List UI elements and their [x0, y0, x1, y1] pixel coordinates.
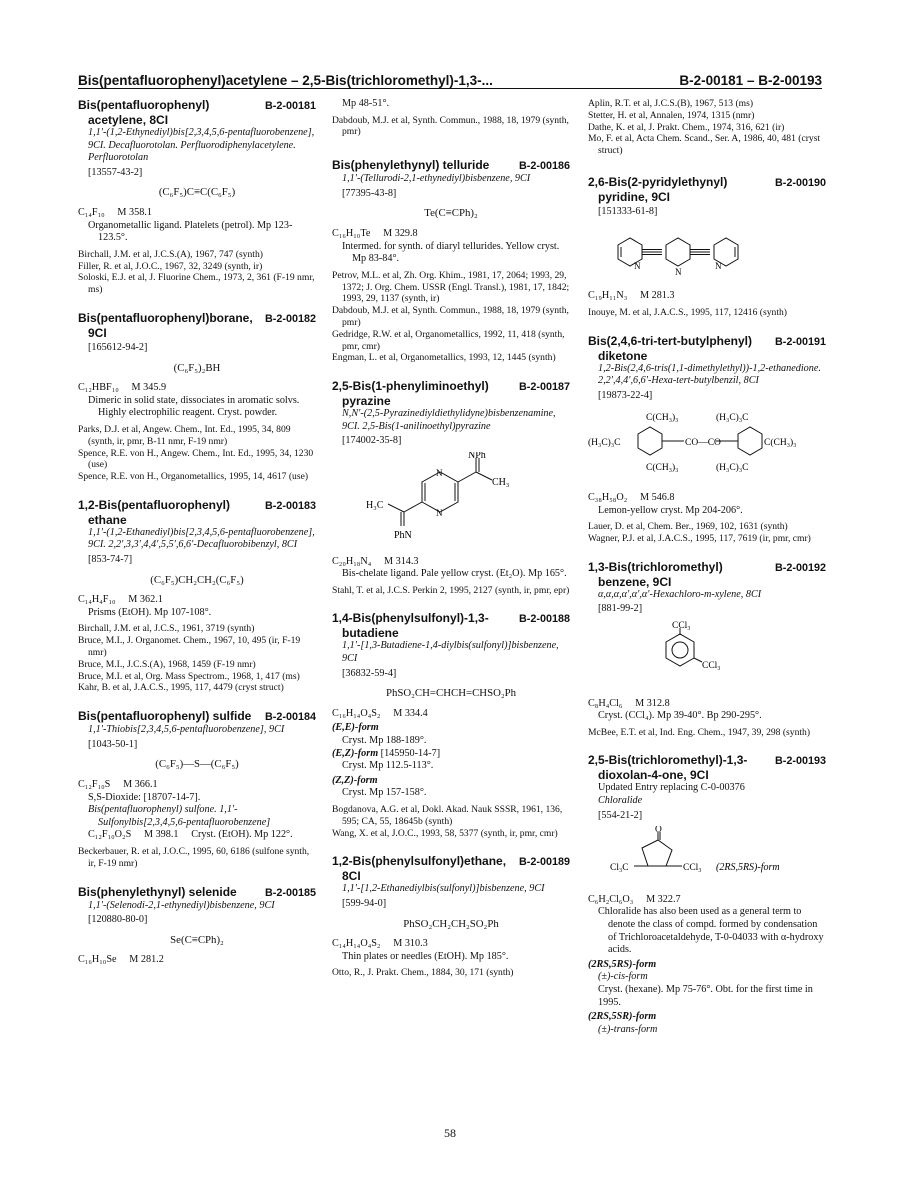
- update-note: Updated Entry replacing C-0-00376: [598, 782, 745, 794]
- cas-number: [853-74-7]: [88, 554, 133, 566]
- reference: Kahr, B. et al, J.A.C.S., 1995, 117, 4479 (cryst struct): [78, 682, 284, 694]
- reference: Lauer, D. et al, Chem. Ber., 1969, 102, 1631 (synth): [588, 521, 788, 533]
- entry-b-2-00185: [78, 885, 316, 967]
- cas-number: [13557-43-2]: [88, 166, 143, 178]
- cas-number: [174002-35-8]: [342, 435, 402, 447]
- references: [332, 967, 570, 979]
- molecular-formula: C₈H₄Cl₆ M 312.8: [588, 697, 670, 709]
- references: [78, 623, 316, 694]
- entry-heading: [78, 709, 316, 724]
- entry-b-2-00189: [332, 854, 570, 979]
- ccl3-top: CCl₃: [672, 620, 691, 631]
- entry-synonyms: 1,1′-(1,2-Ethanediyl)bis[2,3,4,5,6-pentafluorobenzene], 9CI. 2,2′,3,3′,4,4′,5,5′,6,6′-Decafluorobibenzyl, 8CI: [88, 526, 315, 551]
- structural-formula: Te(C≡CPh)₂: [424, 207, 478, 220]
- entry-heading: [588, 560, 826, 575]
- entry-description: Intermed. for synth. of diaryl tellurides. Yellow cryst. Mp 83-84°.: [342, 240, 560, 265]
- structural-formula: PhSO₂CH₂CH₂SO₂Ph: [403, 917, 499, 930]
- entry-heading: [588, 753, 826, 768]
- entry-title-continued: ethane: [88, 512, 127, 527]
- references: [78, 249, 316, 296]
- stereo-label: (2RS,5RS)-form: [716, 862, 780, 874]
- entry-title-continued: 9CI: [88, 325, 107, 340]
- nph-label: NPh: [468, 451, 486, 461]
- structural-formula: (C₆F₅)CH₂CH₂(C₆F₅): [150, 573, 244, 586]
- structural-formula: (C₆F₅)—S—(C₆F₅): [155, 758, 239, 771]
- cas-number: [881-99-2]: [598, 603, 643, 615]
- reference: Spence, R.E. von H., Organometallics, 1995, 14, 4617 (use): [78, 471, 309, 483]
- ccl3-right: CCl₃: [702, 660, 721, 671]
- header-rule: [78, 88, 822, 89]
- column-1: [78, 98, 316, 982]
- entry-synonyms: 1,1′-[1,3-Butadiene-1,4-diylbis(sulfonyl)]bisbenzene, 9CI: [342, 640, 559, 665]
- reference: Filler, R. et al, J.O.C., 1967, 32, 3249 (synth, ir): [78, 260, 263, 272]
- entry-b-2-00183: [78, 498, 316, 694]
- stereo-form-label: (Z,Z)-form: [332, 774, 378, 786]
- references: [588, 307, 826, 319]
- molecular-formula: C₆H₂Cl₆O₃ M 322.7: [588, 893, 681, 905]
- h3c-label: H₃C: [366, 499, 384, 511]
- entry-title-continued: pyrazine: [342, 394, 391, 409]
- entry-b-2-00188: [332, 611, 570, 839]
- reference: Gedridge, R.W. et al, Organometallics, 1992, 11, 418 (synth, pmr, cmr): [332, 328, 565, 352]
- entry-title-continued: benzene, 9CI: [598, 574, 672, 589]
- molecular-formula: C₃₈H₅₈O₂ M 546.8: [588, 491, 675, 503]
- header-right-range: B-2-00181 – B-2-00193: [679, 73, 822, 88]
- reference: Inouye, M. et al, J.A.C.S., 1995, 117, 12416 (synth): [588, 306, 787, 318]
- column-2: [332, 98, 570, 994]
- entry-b-2-00185-continued: [332, 98, 570, 138]
- entry-heading: [332, 854, 570, 869]
- entry-description: Lemon-yellow cryst. Mp 204-206°.: [598, 504, 743, 516]
- entry-b-2-00190: [588, 175, 826, 319]
- molecular-formula: C₁₄H₄F₁₀ M 362.1: [78, 594, 163, 606]
- entry-title: 2,5-Bis(1-phenyliminoethyl): [332, 379, 489, 394]
- entry-title: Bis(pentafluorophenyl)borane,: [78, 310, 253, 325]
- molecular-formula: C₁₄H₁₄O₄S₂ M 310.3: [332, 938, 428, 950]
- references: [332, 115, 570, 139]
- entry-title-continued: diketone: [598, 348, 648, 363]
- reference: Parks, D.J. et al, Angew. Chem., Int. Ed., 1995, 34, 809 (synth, ir, pmr, B-11 nmr, F-19 nmr): [78, 423, 291, 447]
- entry-title: 1,3-Bis(trichloromethyl): [588, 559, 723, 574]
- tbu-bottom-right: (H₃C)₃C: [716, 463, 749, 474]
- reference: Birchall, J.M. et al, J.C.S.(A), 1967, 747 (synth): [78, 248, 263, 260]
- entry-b-2-00189-continued: [588, 98, 826, 157]
- entry-synonyms: 1,2-Bis(2,4,6-tris(1,1-dimethylethyl))-1,2-ethanedione. 2,2′,4,4′,6,6′-Hexa-tert-butylbenzil, 8CI: [598, 362, 821, 387]
- entry-code: B-2-00189: [518, 856, 570, 869]
- entry-synonyms: 1,1′-Thiobis[2,3,4,5,6-pentafluorobenzene], 9CI: [88, 724, 285, 736]
- reference: Dathe, K. et al, J. Prakt. Chem., 1974, 316, 621 (ir): [588, 121, 785, 133]
- reference: Stetter, H. et al, Annalen, 1974, 1315 (nmr): [588, 109, 755, 121]
- reference: Bruce, M.I., J.C.S.(A), 1968, 1459 (F-19 nmr): [78, 658, 256, 670]
- xylene-structure: [644, 620, 764, 686]
- entry-title: Bis(phenylethynyl) telluride: [332, 158, 490, 173]
- entry-heading: [332, 611, 570, 626]
- reference: Engman, L. et al, Organometallics, 1993, 12, 1445 (synth): [332, 352, 556, 364]
- entry-title: 1,2-Bis(phenylsulfonyl)ethane,: [332, 854, 507, 869]
- cl3c-label: Cl₃C: [610, 863, 629, 874]
- entry-code: B-2-00185: [264, 886, 316, 899]
- entry-heading: [78, 98, 316, 113]
- structural-formula: PhSO₂CH=CHCH=CHSO₂Ph: [385, 687, 517, 700]
- page-number: 58: [444, 1126, 456, 1140]
- reference: Aplin, R.T. et al, J.C.S.(B), 1967, 513 (ms): [588, 98, 754, 109]
- derivative-description: C₁₂F₁₀O₂S M 398.1 Cryst. (EtOH). Mp 122°.: [88, 829, 293, 841]
- reference: Beckerbauer, R. et al, J.O.C., 1995, 60, 6186 (sulfone synth, ir, F-19 nmr): [78, 845, 310, 869]
- references: [588, 521, 826, 545]
- ring-nitrogen-top: N: [436, 467, 443, 478]
- entry-b-2-00181: [78, 98, 316, 296]
- cas-number: [77395-43-8]: [342, 187, 397, 199]
- tbu-right: C(CH₃)₃: [764, 438, 797, 449]
- references: [588, 98, 826, 157]
- reference: Wagner, P.J. et al, J.A.C.S., 1995, 117, 7619 (ir, pmr, cmr): [588, 532, 811, 544]
- entry-code: B-2-00193: [774, 755, 826, 768]
- stereo-form-cas: [145950-14-7]: [380, 747, 441, 759]
- entry-title-continued: dioxolan-4-one, 9CI: [598, 768, 709, 783]
- references: [332, 804, 570, 839]
- reference: Stahl, T. et al, J.C.S. Perkin 2, 1995, 2127 (synth, ir, pmr, epr): [332, 584, 570, 596]
- entry-title: Bis(pentafluorophenyl) sulfide: [78, 709, 252, 724]
- stereo-form-subtitle: (±)-trans-form: [598, 1023, 658, 1035]
- cas-number: [599-94-0]: [342, 898, 387, 909]
- running-header: [78, 62, 822, 88]
- tbu-top-right: (H₃C)₃C: [716, 413, 749, 424]
- ccl3-label: CCl₃: [683, 863, 702, 874]
- references: [78, 424, 316, 483]
- pyrazine-structure: [352, 452, 522, 544]
- entry-b-2-00193: [588, 753, 826, 1036]
- entry-b-2-00184: [78, 709, 316, 869]
- cas-number: [36832-59-4]: [342, 667, 397, 679]
- cas-number: [1043-50-1]: [88, 738, 138, 750]
- entry-synonyms: N,N′-(2,5-Pyrazinediyldiethylidyne)bisbenzenamine, 9CI. 2,5-Bis(1-anilinoethyl)pyrazine: [342, 408, 556, 432]
- cas-number: [120880-80-0]: [88, 914, 148, 926]
- molecular-formula: C₁₂F₁₀S M 366.1: [78, 779, 158, 791]
- cas-number: [554-21-2]: [598, 809, 643, 821]
- molecular-formula: C₁₉H₁₁N₃ M 281.3: [588, 290, 675, 302]
- header-left-title: Bis(pentafluorophenyl)acetylene – 2,5-Bis(trichloromethyl)-1,3-...: [78, 73, 493, 88]
- entry-code: B-2-00184: [264, 711, 316, 724]
- molecular-formula: C₁₆H₁₄O₄S₂ M 334.4: [332, 707, 428, 719]
- stereo-form-label: (2RS,5RS)-form: [588, 958, 657, 970]
- tbu-left: (H₃C)₃C: [588, 438, 621, 449]
- dioxolanone-structure: [594, 826, 794, 882]
- references: [332, 270, 570, 364]
- entry-b-2-00187: [332, 379, 570, 596]
- entry-title: Bis(2,4,6-tri-tert-butylphenyl): [588, 333, 753, 348]
- stereo-form-row: [332, 748, 570, 761]
- reference: Dabdoub, M.J. et al, Synth. Commun., 1988, 18, 1979 (synth, pmr): [332, 305, 569, 328]
- entry-heading: [332, 158, 570, 173]
- entry-title: Bis(phenylethynyl) selenide: [78, 884, 237, 899]
- tbu-top-left: C(CH₃)₃: [646, 413, 679, 424]
- carbonyl-o: O: [655, 826, 662, 836]
- pyridylethynyl-structure: [610, 223, 810, 279]
- entry-code: B-2-00192: [774, 561, 826, 574]
- entry-title: 2,6-Bis(2-pyridylethynyl): [588, 174, 728, 189]
- reference: Wang, X. et al, J.O.C., 1993, 58, 5377 (synth, ir, pmr, cmr): [332, 827, 558, 839]
- molecular-formula: C₁₆H₁₀Se M 281.2: [78, 954, 164, 966]
- stereo-form-subtitle: (±)-cis-form: [598, 971, 648, 983]
- reference: Soloski, E.J. et al, J. Fluorine Chem., 1973, 2, 361 (F-19 nmr, ms): [78, 272, 315, 296]
- entry-description: Bis-chelate ligand. Pale yellow cryst. (Et₂O). Mp 165°.: [342, 568, 567, 580]
- entry-description: Organometallic ligand. Platelets (petrol). Mp 123-123.5°.: [88, 219, 293, 244]
- entry-code: B-2-00182: [264, 312, 316, 325]
- entry-description: Thin plates or needles (EtOH). Mp 185°.: [342, 950, 509, 962]
- entry-description: Dimeric in solid state, dissociates in aromatic solvs. Highly electrophilic reagent. Cryst. powder.: [88, 394, 300, 419]
- entry-code: B-2-00186: [518, 160, 570, 173]
- reference: Otto, R., J. Prakt. Chem., 1884, 30, 171 (synth): [332, 967, 514, 979]
- phn-label: PhN: [394, 529, 412, 541]
- entry-b-2-00191: [588, 334, 826, 545]
- entry-description: Cryst. (CCl₄). Mp 39-40°. Bp 290-295°.: [598, 710, 762, 722]
- entry-synonyms: 1,1′-[1,2-Ethanediylbis(sulfonyl)]bisbenzene, 9CI: [342, 883, 545, 895]
- entry-title-continued: butadiene: [342, 626, 399, 641]
- cas-number: [151333-61-8]: [598, 205, 658, 217]
- entry-description: Chloralide has also been used as a general term to denote the class of compd. formed by condensation of Trichloroacetaldehyde, T-0-04033 with α-hydroxy acids.: [598, 906, 824, 956]
- entry-synonyms: 1,1′-(Selenodi-2,1-ethynediyl)bisbenzene, 9CI: [88, 899, 275, 911]
- molecular-formula: C₁₂HBF₁₀ M 345.9: [78, 382, 167, 394]
- reference: Bruce, M.I. et al, Org. Mass Spectrom., 1968, 1, 417 (ms): [78, 670, 300, 682]
- cas-number: [19873-22-4]: [598, 389, 653, 401]
- n-label: N: [634, 260, 641, 271]
- cas-number: [165612-94-2]: [88, 341, 148, 353]
- entry-title-continued: pyridine, 9CI: [598, 189, 671, 204]
- structural-formula: (C₆F₅)₂BH: [173, 361, 221, 374]
- reference: Bogdanova, A.G. et al, Dokl. Akad. Nauk SSSR, 1961, 136, 595; CA, 55, 18645b (synth): [332, 804, 563, 827]
- entry-synonyms: 1,1′-(1,2-Ethynediyl)bis[2,3,4,5,6-pentafluorobenzene], 9CI. Decafluorotolan. Perfluorodiphenylacetylene. Perfluorotolan: [88, 127, 315, 164]
- stereo-form-label: (E,Z)-form: [332, 747, 379, 759]
- stereo-form-description: Cryst. (hexane). Mp 75-76°. Obt. for the first time in 1995.: [598, 984, 813, 1008]
- n-label-center: N: [675, 266, 682, 277]
- reference: Spence, R.E. von H., Angew. Chem., Int. Ed., 1995, 34, 1230 (use): [78, 447, 314, 471]
- entry-title-continued: 8CI: [342, 869, 361, 884]
- entry-title: 1,2-Bis(pentafluorophenyl): [78, 497, 231, 512]
- reference: Mo, F. et al, Acta Chem. Scand., Ser. A, 1986, 40, 481 (cryst struct): [588, 133, 821, 157]
- entry-title: Bis(pentafluorophenyl): [78, 98, 210, 112]
- entry-title-continued: acetylene, 8CI: [88, 113, 169, 127]
- column-3: [588, 98, 826, 1051]
- entry-heading: [78, 311, 316, 326]
- entry-b-2-00182: [78, 311, 316, 483]
- entry-heading: [332, 379, 570, 394]
- entry-description: Prisms (EtOH). Mp 107-108°.: [88, 606, 212, 618]
- entry-heading: [588, 334, 826, 349]
- entry-code: B-2-00191: [774, 335, 826, 348]
- molecular-formula: C₁₄F₁₀ M 358.1: [78, 206, 152, 218]
- stereo-form-description: Cryst. Mp 157-158°.: [342, 787, 427, 799]
- references: [78, 846, 316, 870]
- diketone-bridge: CO—CO: [685, 438, 721, 449]
- reference: Petrov, M.L. et al, Zh. Org. Khim., 1981, 17, 2064; 1993, 29, 1372; J. Org. Chem. USSR (Engl. Transl.), 1981, 17, 1842; 1993, 29, 1137 (synth, ir): [332, 269, 570, 305]
- tbu-bottom-left: C(CH₃)₃: [646, 463, 679, 474]
- n-label-right: N: [715, 260, 722, 271]
- stereo-form-label: (2RS,5SR)-form: [588, 1011, 657, 1023]
- reference: Dabdoub, M.J. et al, Synth. Commun., 1988, 18, 1979 (synth, pmr): [332, 114, 569, 138]
- entry-heading: [588, 175, 826, 190]
- stereo-form-description: Cryst. Mp 112.5-113°.: [342, 760, 434, 772]
- ch3-label: CH₃: [492, 476, 510, 488]
- references: [332, 585, 570, 597]
- entry-synonyms: Chloralide: [598, 795, 643, 807]
- entry-synonyms: α,α,α,α′,α′,α′-Hexachloro-m-xylene, 8CI: [598, 588, 762, 600]
- entry-title: 2,5-Bis(trichloromethyl)-1,3-: [588, 753, 748, 768]
- entry-description: Mp 48-51°.: [342, 98, 390, 109]
- derivative-synonyms: Bis(pentafluorophenyl) sulfone. 1,1′-Sulfonylbis[2,3,4,5,6-pentafluorobenzene]: [88, 804, 271, 828]
- stereo-form-description: Cryst. Mp 188-189°.: [342, 735, 427, 747]
- entry-code: B-2-00187: [518, 381, 570, 394]
- reference: Bruce, M.I., J. Organomet. Chem., 1967, 10, 495 (ir, F-19 nmr): [78, 635, 301, 659]
- ring-nitrogen-bottom: N: [436, 507, 443, 518]
- entry-heading: [78, 498, 316, 513]
- entry-synonyms: 1,1′-(Tellurodi-2,1-ethynediyl)bisbenzene, 9CI: [342, 173, 531, 185]
- benzil-structure: [588, 406, 820, 480]
- entry-code: B-2-00188: [518, 613, 570, 626]
- entry-title: 1,4-Bis(phenylsulfonyl)-1,3-: [332, 611, 489, 626]
- entry-code: B-2-00190: [774, 176, 826, 189]
- entry-b-2-00186: [332, 158, 570, 364]
- molecular-formula: C₁₆H₁₀Te M 329.8: [332, 227, 418, 239]
- references: [588, 727, 826, 739]
- structural-formula: Se(C≡CPh)₂: [170, 933, 224, 946]
- entry-code: B-2-00181: [264, 100, 316, 112]
- molecular-formula: C₂₀H₁₈N₄ M 314.3: [332, 555, 419, 567]
- entry-code: B-2-00183: [264, 499, 316, 512]
- entry-heading: [78, 885, 316, 900]
- reference: Birchall, J.M. et al, J.C.S., 1961, 3719 (synth): [78, 623, 255, 635]
- derivative-label: S,S-Dioxide: [18707-14-7].: [88, 791, 201, 803]
- reference: McBee, E.T. et al, Ind. Eng. Chem., 1947, 39, 298 (synth): [588, 726, 811, 738]
- structural-formula: (C₆F₅)C≡C(C₆F₅): [158, 186, 236, 199]
- entry-b-2-00192: [588, 560, 826, 739]
- stereo-form-label: (E,E)-form: [332, 722, 379, 734]
